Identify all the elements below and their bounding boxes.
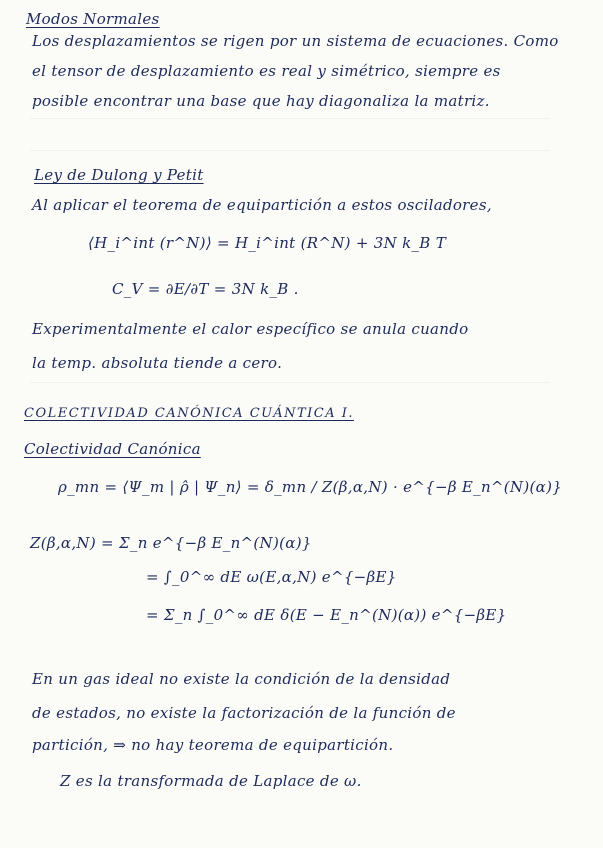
text-line: Los desplazamientos se rigen por un sistema de ecuaciones. Como [32, 32, 559, 50]
text-line: partición, ⇒ no hay teorema de equipartición. [32, 736, 394, 754]
section-heading-modos-normales: Modos Normales [26, 10, 160, 28]
text-line: el tensor de desplazamiento es real y simétrico, siempre es [32, 62, 501, 80]
equation-partition-function: Z(β,α,N) = Σ_n e^{−β E_n^(N)(α)} [30, 534, 312, 552]
equation-partition-sum-integral: = Σ_n ∫_0^∞ dE δ(E − E_n^(N)(α)) e^{−βE} [146, 606, 507, 624]
bleed-through-line [30, 150, 550, 151]
equation-density-matrix: ρ_mn = ⟨Ψ_m | ρ̂ | Ψ_n⟩ = δ_mn / Z(β,α,N) · e^{−β E_n^(N)(α)} [58, 478, 563, 496]
text-line: de estados, no existe la factorización de la función de [32, 704, 456, 722]
equation-hamiltonian-average: ⟨H_i^int (r^N)⟩ = H_i^int (R^N) + 3N k_B T [88, 234, 446, 252]
section-heading-dulong-petit: Ley de Dulong y Petit [34, 166, 204, 184]
equation-partition-integral: = ∫_0^∞ dE ω(E,α,N) e^{−βE} [146, 568, 397, 586]
text-line: la temp. absoluta tiende a cero. [32, 354, 283, 372]
bleed-through-line [30, 118, 550, 119]
section-subheading-canonica: Colectividad Canónica [24, 440, 201, 458]
bleed-through-line [30, 382, 550, 383]
equation-specific-heat: C_V = ∂E/∂T = 3N k_B . [112, 280, 299, 298]
text-line: Z es la transformada de Laplace de ω. [60, 772, 362, 790]
text-line: posible encontrar una base que hay diagonaliza la matriz. [32, 92, 490, 110]
text-line: Experimentalmente el calor específico se anula cuando [32, 320, 469, 338]
section-title-colectividad: COLECTIVIDAD CANÓNICA CUÁNTICA I. [24, 406, 355, 421]
text-line: En un gas ideal no existe la condición de la densidad [32, 670, 451, 688]
text-line: Al aplicar el teorema de equipartición a estos osciladores, [32, 196, 492, 214]
